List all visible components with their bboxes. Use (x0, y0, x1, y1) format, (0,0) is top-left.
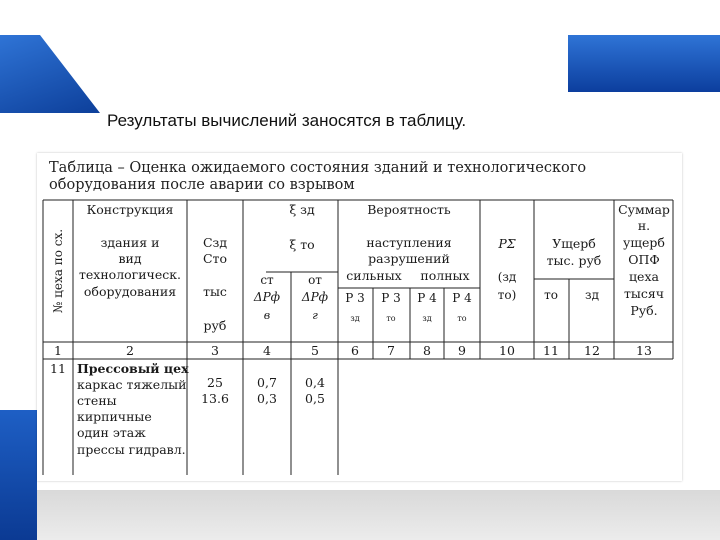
header-cost-equipment: Сто (202, 251, 228, 266)
header-p4-equipment: Р 4 (452, 291, 472, 305)
col-number: 3 (211, 343, 219, 358)
col-number: 9 (458, 343, 466, 358)
header-cost-unit: тыс (203, 284, 227, 299)
header-construction-line: оборудования (83, 284, 177, 299)
row-pressure-end-building: 0,4 (305, 375, 325, 390)
header-construction-line: вид (118, 251, 142, 266)
results-table (37, 153, 682, 481)
decor-band-bottom (0, 490, 720, 540)
header-p3-equipment-sub: то (386, 314, 396, 323)
header-construction: Конструкция (86, 202, 174, 217)
header-pressure-start: в (263, 309, 271, 322)
header-p-sum: РΣ (498, 236, 516, 251)
decor-shape-top-left (0, 35, 100, 113)
col-number: 5 (311, 343, 319, 358)
header-pressure-start: ст (260, 273, 274, 287)
col-number: 13 (636, 343, 652, 358)
row-description-line: кирпичные (77, 409, 152, 424)
header-full-destruction: полных (420, 268, 470, 283)
header-total-damage-line: н. (637, 218, 651, 233)
col-number: 1 (54, 343, 62, 358)
header-cost-unit: руб (203, 318, 227, 333)
header-p-sum-line: (зд (497, 270, 517, 284)
header-pressure-start: ΔРф (253, 290, 281, 304)
header-total-damage-line: цеха (629, 269, 659, 284)
row-pressure-end-equipment: 0,5 (305, 391, 325, 406)
col-number: 11 (543, 343, 559, 358)
row-description-line: прессы гидравл. (77, 442, 186, 457)
row-cost-equipment: 13.6 (201, 391, 229, 406)
header-shop-number: № цеха по сх. (51, 228, 65, 314)
slide-title: Результаты вычислений заносятся в таблицу. (107, 111, 467, 130)
header-damage-equipment: то (544, 288, 558, 302)
table-image-panel (37, 153, 682, 481)
header-p3-equipment: Р 3 (381, 291, 401, 305)
col-number: 10 (499, 343, 515, 358)
header-p3-building: Р 3 (345, 291, 365, 305)
header-p-sum-line: то) (497, 288, 517, 302)
header-p4-building-sub: зд (422, 314, 432, 323)
header-construction-line: технологическ. (78, 267, 182, 282)
header-total-damage-line: тысяч (623, 286, 665, 301)
col-number: 4 (263, 343, 271, 358)
col-number: 8 (423, 343, 431, 358)
header-damage-building: зд (585, 288, 599, 302)
header-damage: Ущерб (552, 236, 596, 251)
header-probability-line: наступления (366, 235, 452, 250)
col-number: 12 (584, 343, 600, 358)
table-caption: Таблица – Оценка ожидаемого состояния зданий и технологического оборудования после аварии со взрывом (49, 160, 587, 193)
header-xi-equipment: ξ то (289, 237, 315, 252)
header-probability: Вероятность (367, 202, 451, 217)
header-probability-line: разрушений (368, 251, 450, 266)
header-pressure-end: г (312, 309, 318, 322)
decor-shape-bottom-left (0, 410, 37, 540)
header-p4-equipment-sub: то (457, 314, 467, 323)
header-p3-building-sub: зд (350, 314, 360, 323)
header-cost-building: Сзд (202, 235, 228, 250)
row-description-line: стены (77, 393, 117, 408)
header-total-damage-line: Руб. (630, 303, 658, 318)
header-damage-unit: тыс. руб (546, 253, 602, 268)
header-xi-building: ξ зд (289, 202, 315, 217)
header-strong-destruction: сильных (346, 268, 402, 283)
header-total-damage-line: ОПФ (628, 252, 660, 267)
decor-shape-top-right (568, 35, 720, 92)
header-construction-line: здания и (100, 235, 160, 250)
row-cost-building: 25 (207, 375, 223, 390)
col-number: 2 (126, 343, 134, 358)
header-total-damage-line: ущерб (623, 235, 665, 250)
row-shop-number: 11 (50, 361, 66, 376)
header-p4-building: Р 4 (417, 291, 437, 305)
row-description-line: каркас тяжелый (77, 377, 187, 392)
row-description-line: Прессовый цех (77, 361, 189, 376)
header-pressure-end: от (308, 273, 322, 287)
row-description-line: один этаж (77, 425, 146, 440)
col-number: 6 (351, 343, 359, 358)
header-pressure-end: ΔРф (301, 290, 329, 304)
row-pressure-start-equipment: 0,3 (257, 391, 277, 406)
header-total-damage: Суммар (618, 202, 670, 217)
row-pressure-start-building: 0,7 (257, 375, 277, 390)
col-number: 7 (387, 343, 395, 358)
